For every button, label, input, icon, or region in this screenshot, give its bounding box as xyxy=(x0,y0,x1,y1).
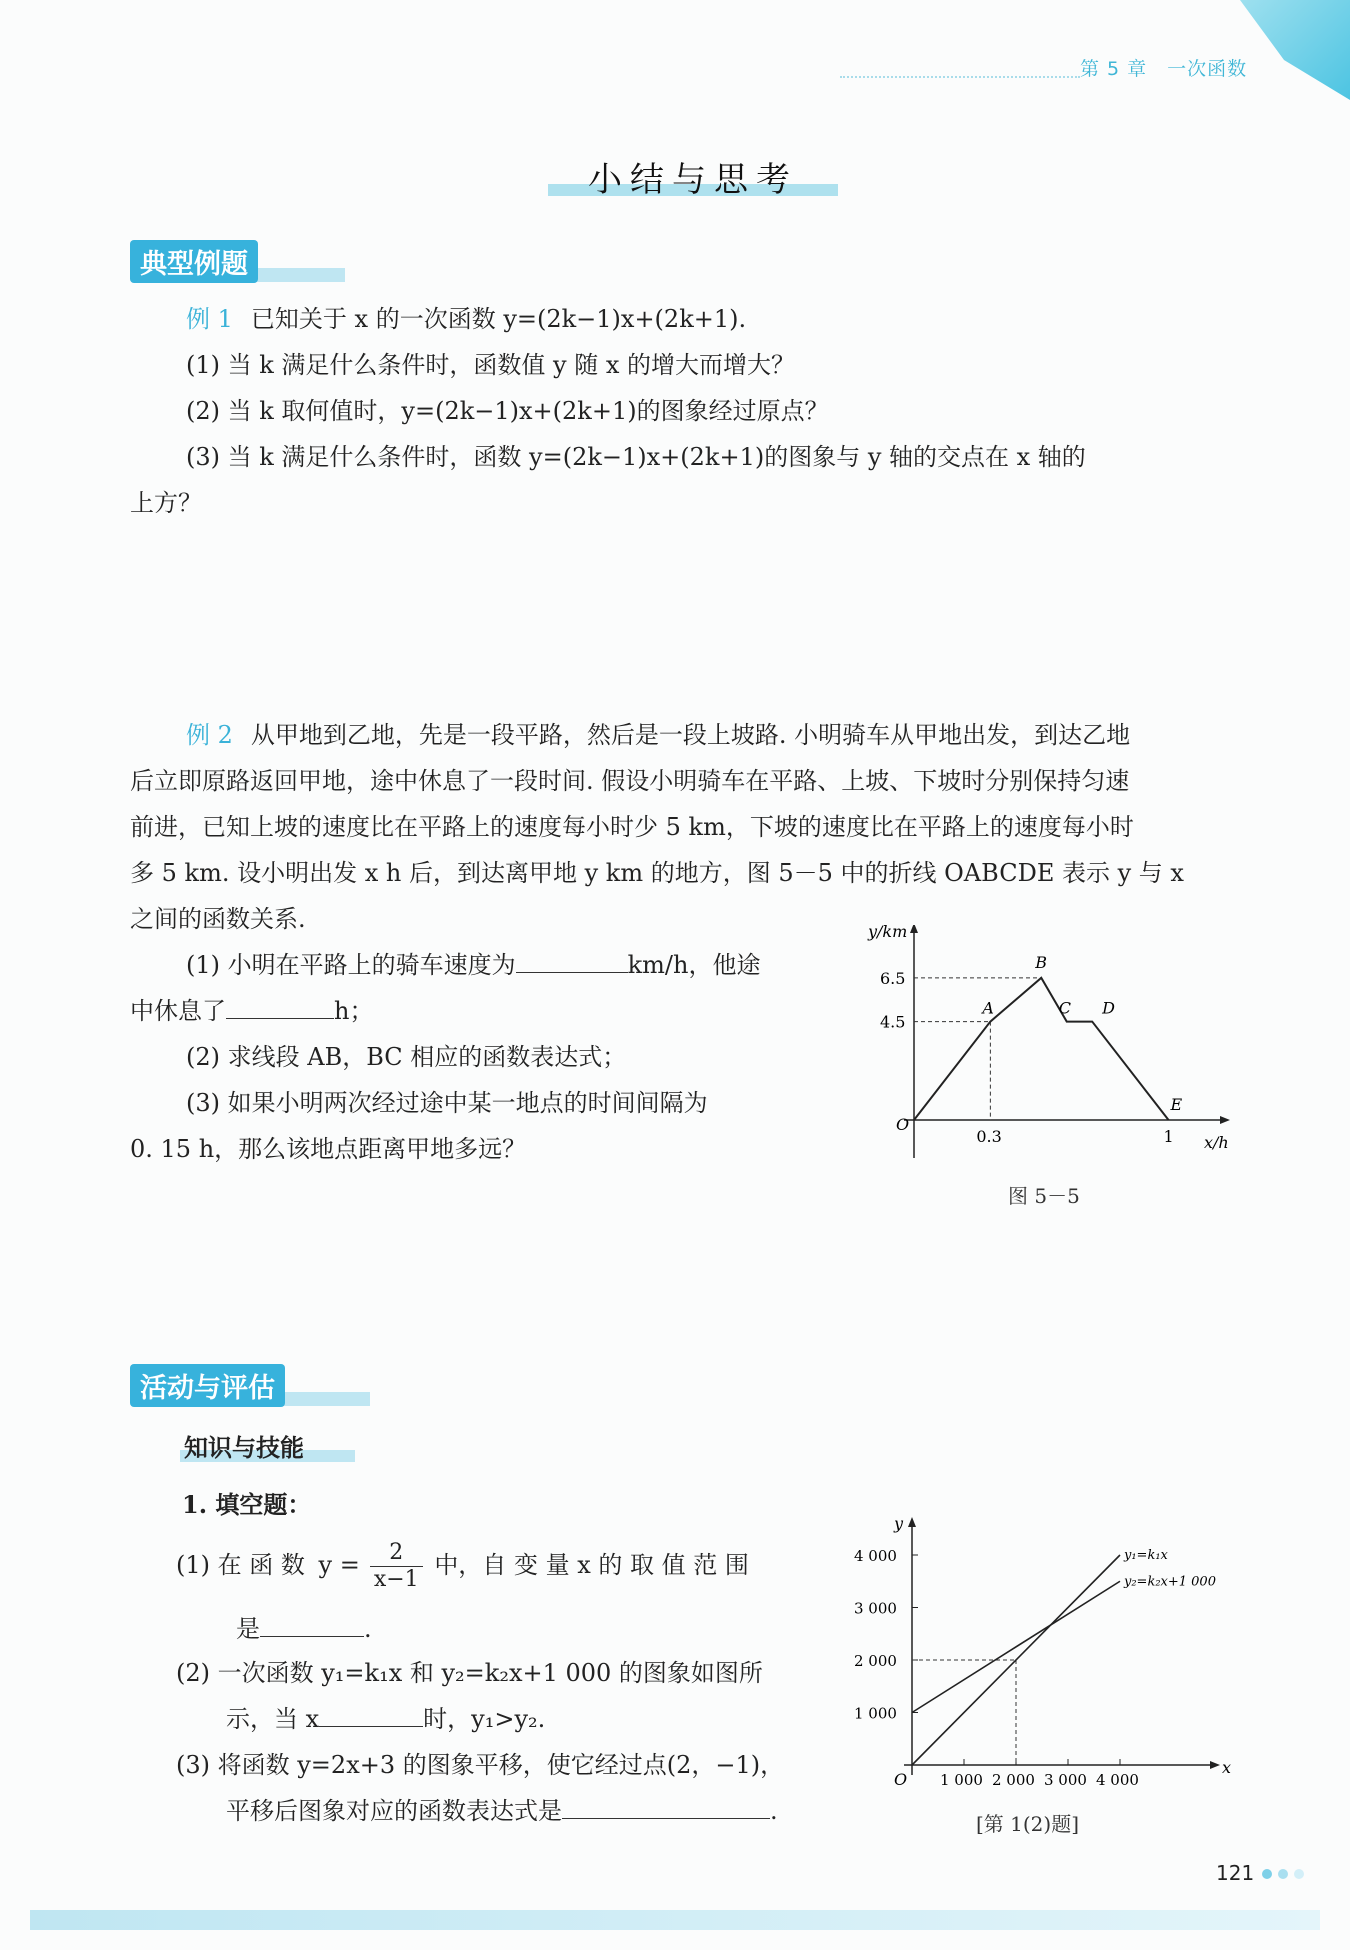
example1-label: 例 1 xyxy=(186,305,233,333)
page-number: 121 xyxy=(1216,1861,1255,1885)
example2-q1 xyxy=(186,942,760,988)
example1-q2: (2) 当 k 取何值时，y=(2k−1)x+(2k+1)的图象经过原点？ xyxy=(186,397,829,425)
series-line-2 xyxy=(912,1581,1120,1712)
corner-tab xyxy=(1240,0,1350,100)
task1-q1-func: y = xyxy=(318,1551,360,1579)
header-dotted-line xyxy=(840,76,1080,78)
example1-q3-cont: 上方？ xyxy=(130,489,202,517)
x-axis-arrow xyxy=(1210,1761,1220,1769)
task1-q2-cont xyxy=(226,1696,545,1742)
origin-label: O xyxy=(894,1770,908,1789)
y-tick-label: 6.5 xyxy=(880,968,906,988)
example1-q3: (3) 当 k 满足什么条件时，函数 y=(2k−1)x+(2k+1)的图象与 y 轴的交点在 x 轴的 xyxy=(186,443,1086,471)
q1-text-a: (1) 小明在平路上的骑车速度为 xyxy=(186,951,516,979)
subsection-knowledge: 知识与技能 xyxy=(184,1434,304,1462)
y-axis-arrow xyxy=(908,1517,916,1527)
example2-q1-cont xyxy=(130,988,373,1034)
page-dot xyxy=(1278,1869,1288,1879)
y-tick-label: 4.5 xyxy=(880,1012,906,1032)
figure-task1-2-caption: [第 1(2)题] xyxy=(976,1812,1080,1836)
example1-stem xyxy=(186,296,746,342)
example2-q2: (2) 求线段 AB，BC 相应的函数表达式； xyxy=(186,1043,627,1071)
example2-line3: 前进，已知上坡的速度比在平路上的速度每小时少 5 km，下坡的速度比在平路上的速度每小时 xyxy=(130,813,1134,841)
answer-blank-rest[interactable] xyxy=(226,996,334,1019)
example2-line4: 多 5 km. 设小明出发 x h 后，到达离甲地 y km 的地方，图 5－5 中的折线 OABCDE 表示 y 与 x xyxy=(130,859,1184,887)
task1-q2-text-b: 示，当 x xyxy=(226,1705,320,1733)
y-axis-arrow xyxy=(910,925,918,933)
x-tick-label: 0.3 xyxy=(976,1127,1002,1146)
task1-q1-text-c: 是 xyxy=(236,1615,260,1643)
figure-task1-2-chart xyxy=(850,1500,1240,1790)
series-line-OABCDE xyxy=(914,978,1169,1120)
task1-q3-text-b: 平移后图象对应的函数表达式是 xyxy=(226,1797,562,1825)
task1-q1 xyxy=(176,1540,749,1593)
origin-label: O xyxy=(896,1115,910,1134)
y-tick-label: 3 000 xyxy=(854,1599,897,1618)
page-dot xyxy=(1262,1869,1272,1879)
y-tick-label: 1 000 xyxy=(854,1704,897,1723)
task1-q1-cont xyxy=(236,1606,372,1652)
task1-q3: (3) 将函数 y=2x+3 的图象平移，使它经过点(2，−1)， xyxy=(176,1751,785,1779)
x-tick-label: 1 xyxy=(1163,1127,1174,1146)
x-axis-arrow xyxy=(1220,1116,1230,1124)
task1-q1-text-b: 中，自 变 量 x 的 取 值 范 围 xyxy=(434,1551,749,1579)
example2-q3-cont: 0. 15 h，那么该地点距离甲地多远？ xyxy=(130,1135,527,1163)
task1-q1-text-d: . xyxy=(364,1615,372,1643)
fraction-numerator: 2 xyxy=(370,1540,423,1567)
task1-q3-text-c: . xyxy=(770,1797,778,1825)
point-label-A: A xyxy=(982,998,994,1018)
series-label-2: y₂=k₂x+1 000 xyxy=(1124,1574,1216,1590)
task1-q3-cont xyxy=(226,1788,778,1834)
answer-blank-expression[interactable] xyxy=(562,1796,770,1819)
answer-blank-speed[interactable] xyxy=(516,950,628,973)
x-tick-label: 4 000 xyxy=(1096,1771,1139,1789)
task1-q1-text-a: (1) 在 函 数 xyxy=(176,1551,305,1579)
fraction-denominator: x−1 xyxy=(373,1567,419,1592)
answer-blank-x-range[interactable] xyxy=(319,1704,423,1727)
section-label-activity: 活动与评估 xyxy=(130,1364,285,1407)
point-label-D: D xyxy=(1102,998,1116,1018)
x-axis-label: x/h xyxy=(1204,1133,1229,1152)
example1-text: 已知关于 x 的一次函数 y=(2k−1)x+(2k+1). xyxy=(250,305,747,333)
example2-label: 例 2 xyxy=(186,721,233,749)
q1-text-b: km/h，他途 xyxy=(627,951,761,979)
example2-text: 从甲地到乙地，先是一段平路，然后是一段上坡路. 小明骑车从甲地出发，到达乙地 xyxy=(250,721,1131,749)
page-dot xyxy=(1294,1869,1304,1879)
footer-bar xyxy=(30,1910,1320,1930)
section-label-typical: 典型例题 xyxy=(130,240,258,283)
point-label-C: C xyxy=(1058,998,1071,1018)
x-axis-label: x xyxy=(1222,1758,1232,1777)
x-tick-label: 1 000 xyxy=(940,1771,983,1789)
chapter-header: 第 5 章 一次函数 xyxy=(1080,58,1248,80)
x-tick-label: 3 000 xyxy=(1044,1771,1087,1789)
figure-5-5-caption: 图 5－5 xyxy=(1008,1184,1080,1208)
q1-text-c: 中休息了 xyxy=(130,997,226,1025)
page-title: 小结与思考 xyxy=(588,160,798,200)
task1-q2: (2) 一次函数 y₁=k₁x 和 y₂=k₂x+1 000 的图象如图所 xyxy=(176,1659,763,1687)
example2-line5: 之间的函数关系. xyxy=(130,905,306,933)
fraction xyxy=(370,1540,423,1593)
page-title-block xyxy=(548,152,838,200)
example2-q3: (3) 如果小明两次经过途中某一地点的时间间隔为 xyxy=(186,1089,708,1117)
y-tick-label: 4 000 xyxy=(854,1547,897,1565)
y-axis-label: y/km xyxy=(868,925,908,941)
x-tick-label: 2 000 xyxy=(992,1771,1035,1789)
q1-text-d: h； xyxy=(334,997,374,1025)
example2-line1 xyxy=(186,712,1130,758)
series-label-1: y₁=k₁x xyxy=(1124,1548,1168,1563)
task1-q2-text-c: 时，y₁>y₂. xyxy=(423,1705,546,1733)
y-axis-label: y xyxy=(894,1514,904,1533)
example1-q1: (1) 当 k 满足什么条件时，函数值 y 随 x 的增大而增大？ xyxy=(186,351,796,379)
example2-line2: 后立即原路返回甲地，途中休息了一段时间. 假设小明骑车在平路、上坡、下坡时分别保持匀速 xyxy=(130,767,1130,795)
y-tick-label: 2 000 xyxy=(854,1652,897,1670)
answer-blank-domain[interactable] xyxy=(260,1614,364,1637)
point-label-E: E xyxy=(1170,1095,1183,1114)
point-label-B: B xyxy=(1035,952,1048,972)
task1-title: 1. 填空题： xyxy=(182,1490,312,1519)
figure-5-5-chart xyxy=(862,925,1232,1175)
